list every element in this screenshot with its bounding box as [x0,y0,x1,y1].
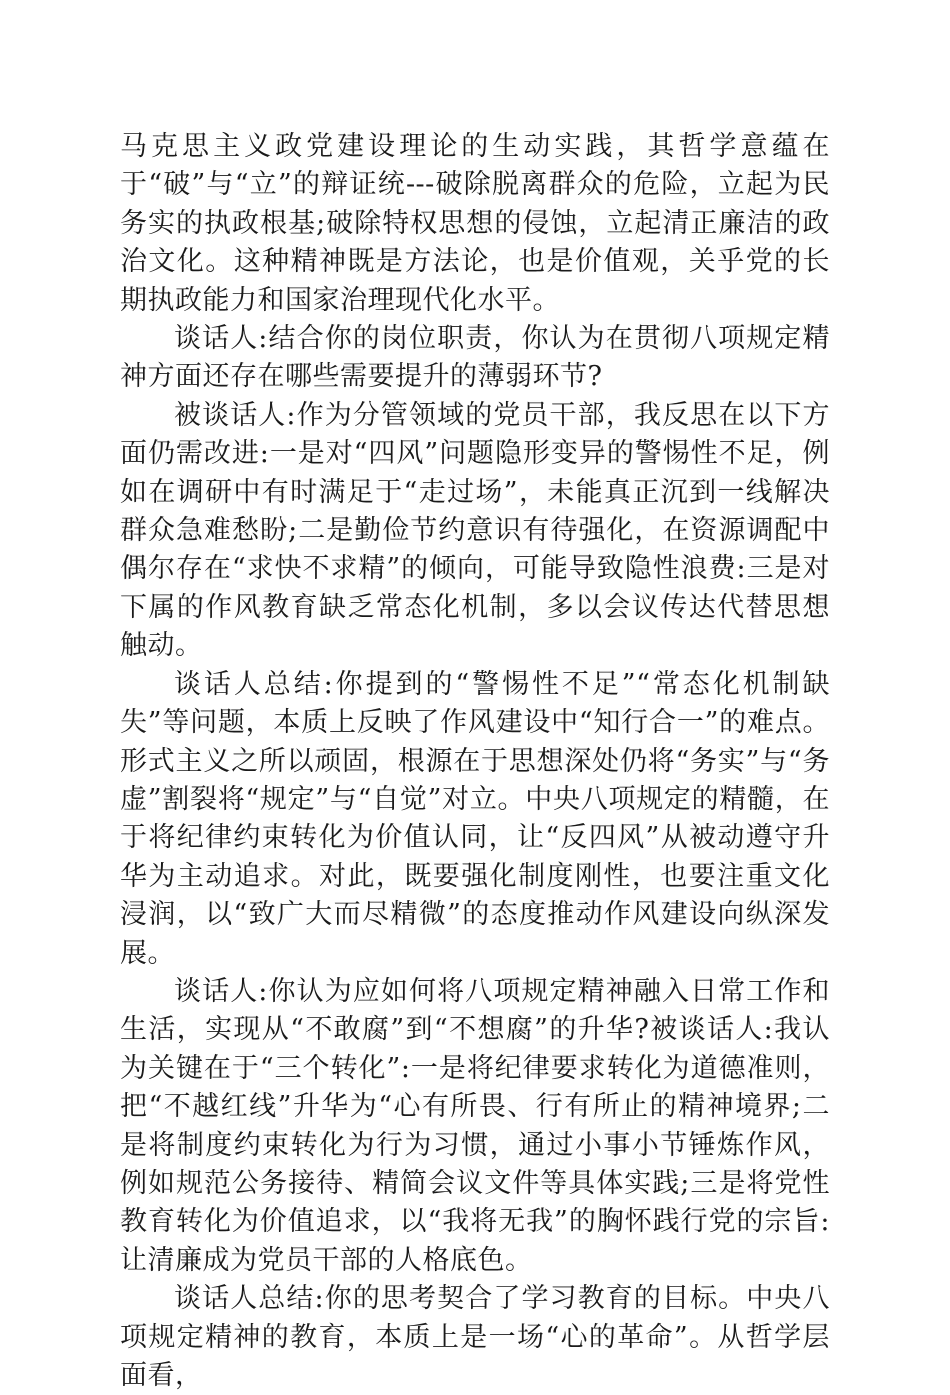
paragraph-summary-weak-points: 谈话人总结:你提到的“警惕性不足”“常态化机制缺失”等问题，本质上反映了作风建设中“知行合一”的难点。形式主义之所以顽固，根源在于思想深处仍将“务实”与“务虚”割裂将“规定”与“自觉”对立。中央八项规定的精髓，在于将纪律约束转化为价值认同，让“反四风”从被动遵守升华为主动追求。对此，既要强化制度刚性，也要注重文化浸润，以“致广大而尽精微”的态度推动作风建设向纵深发展。 [120,668,830,969]
document-body [120,128,830,1395]
paragraph-continuation: 马克思主义政党建设理论的生动实践，其哲学意蕴在于“破”与“立”的辩证统---破除脱离群众的危险，立起为民务实的执政根基;破除特权思想的侵蚀，立起清正廉洁的政治文化。这种精神既是方法论，也是价值观，关乎党的长期执政能力和国家治理现代化水平。 [120,131,830,316]
paragraph-answer-weak-points: 被谈话人:作为分管领域的党员干部，我反思在以下方面仍需改进:一是对“四风”问题隐形变异的警惕性不足，例如在调研中有时满足于“走过场”，未能真正沉到一线解决群众急难愁盼;二是勤俭节约意识有待强化，在资源调配中偶尔存在“求快不求精”的倾向，可能导致隐性浪费:三是对下属的作风教育缺乏常态化机制，多以会议传达代替思想触动。 [120,399,830,662]
paragraph-question-weak-points: 谈话人:结合你的岗位职责，你认为在贯彻八项规定精神方面还存在哪些需要提升的薄弱环节? [120,323,830,393]
paragraph-question-integration: 谈话人:你认为应如何将八项规定精神融入日常工作和生活，实现从“不敢腐”到“不想腐”的升华?被谈话人:我认为关键在于“三个转化”:一是将纪律要求转化为道德准则，把“不越红线”升华为“心有所畏、行有所止的精神境界;二是将制度约束转化为行为习惯，通过小事小节锤炼作风，例如规范公务接待、精简会议文件等具体实践;三是将党性教育转化为价值追求，以“我将无我”的胸怀践行党的宗旨:让清廉成为党员干部的人格底色。 [120,975,830,1276]
paragraph-summary-final: 谈话人总结:你的思考契合了学习教育的目标。中央八项规定精神的教育，本质上是一场“心的革命”。从哲学层面看， [120,1283,830,1391]
